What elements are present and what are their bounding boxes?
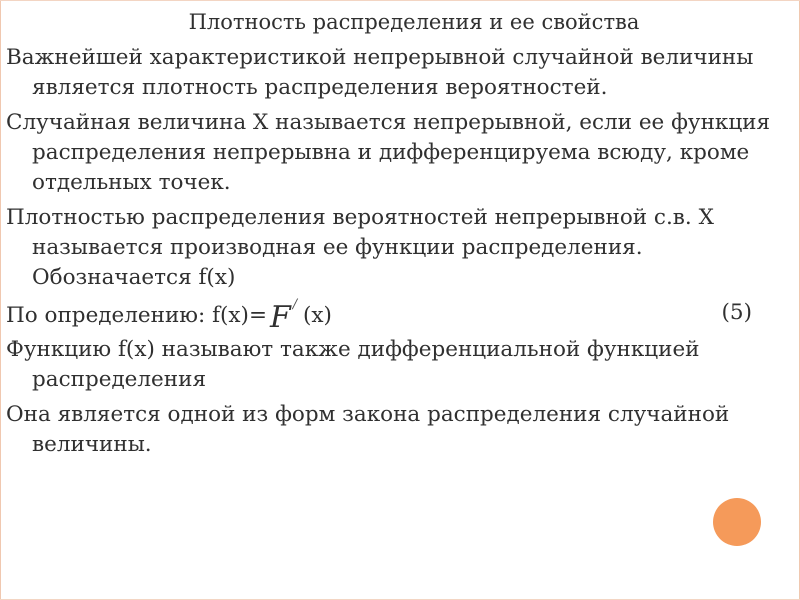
formula-symbol: F (269, 300, 292, 335)
equation-number: (5) (721, 300, 752, 325)
paragraph-differential-function: Функцию f(x) называют также дифференциальной функцией распределения (6, 337, 700, 392)
frame-left-border (0, 0, 1, 600)
slide-title: Плотность распределения и ее свойства (188, 10, 640, 34)
decorative-circle (713, 498, 761, 546)
paragraph-density-definition: Плотностью распределения вероятностей непрерывной с.в. Х называется производная ее функции распределения. Обозначается f(x) (6, 205, 714, 290)
formula-row (6, 297, 788, 335)
paragraph-continuous-definition: Случайная величина Х называется непрерывной, если ее функция распределения непрерывна и дифференцируема всюду, кроме отдельных точек. (6, 110, 771, 195)
paragraph-importance: Важнейшей характеристикой непрерывной случайной величины является плотность распределения вероятностей. (6, 45, 754, 100)
formula-prefix: По определению: f(x)= (6, 303, 267, 328)
paragraph-distribution-law: Она является одной из форм закона распределения случайной величины. (6, 402, 730, 457)
frame-top-border (0, 0, 800, 1)
formula-prime-mark: / (292, 297, 298, 312)
slide-body (6, 43, 788, 465)
formula-suffix: (x) (296, 303, 332, 328)
